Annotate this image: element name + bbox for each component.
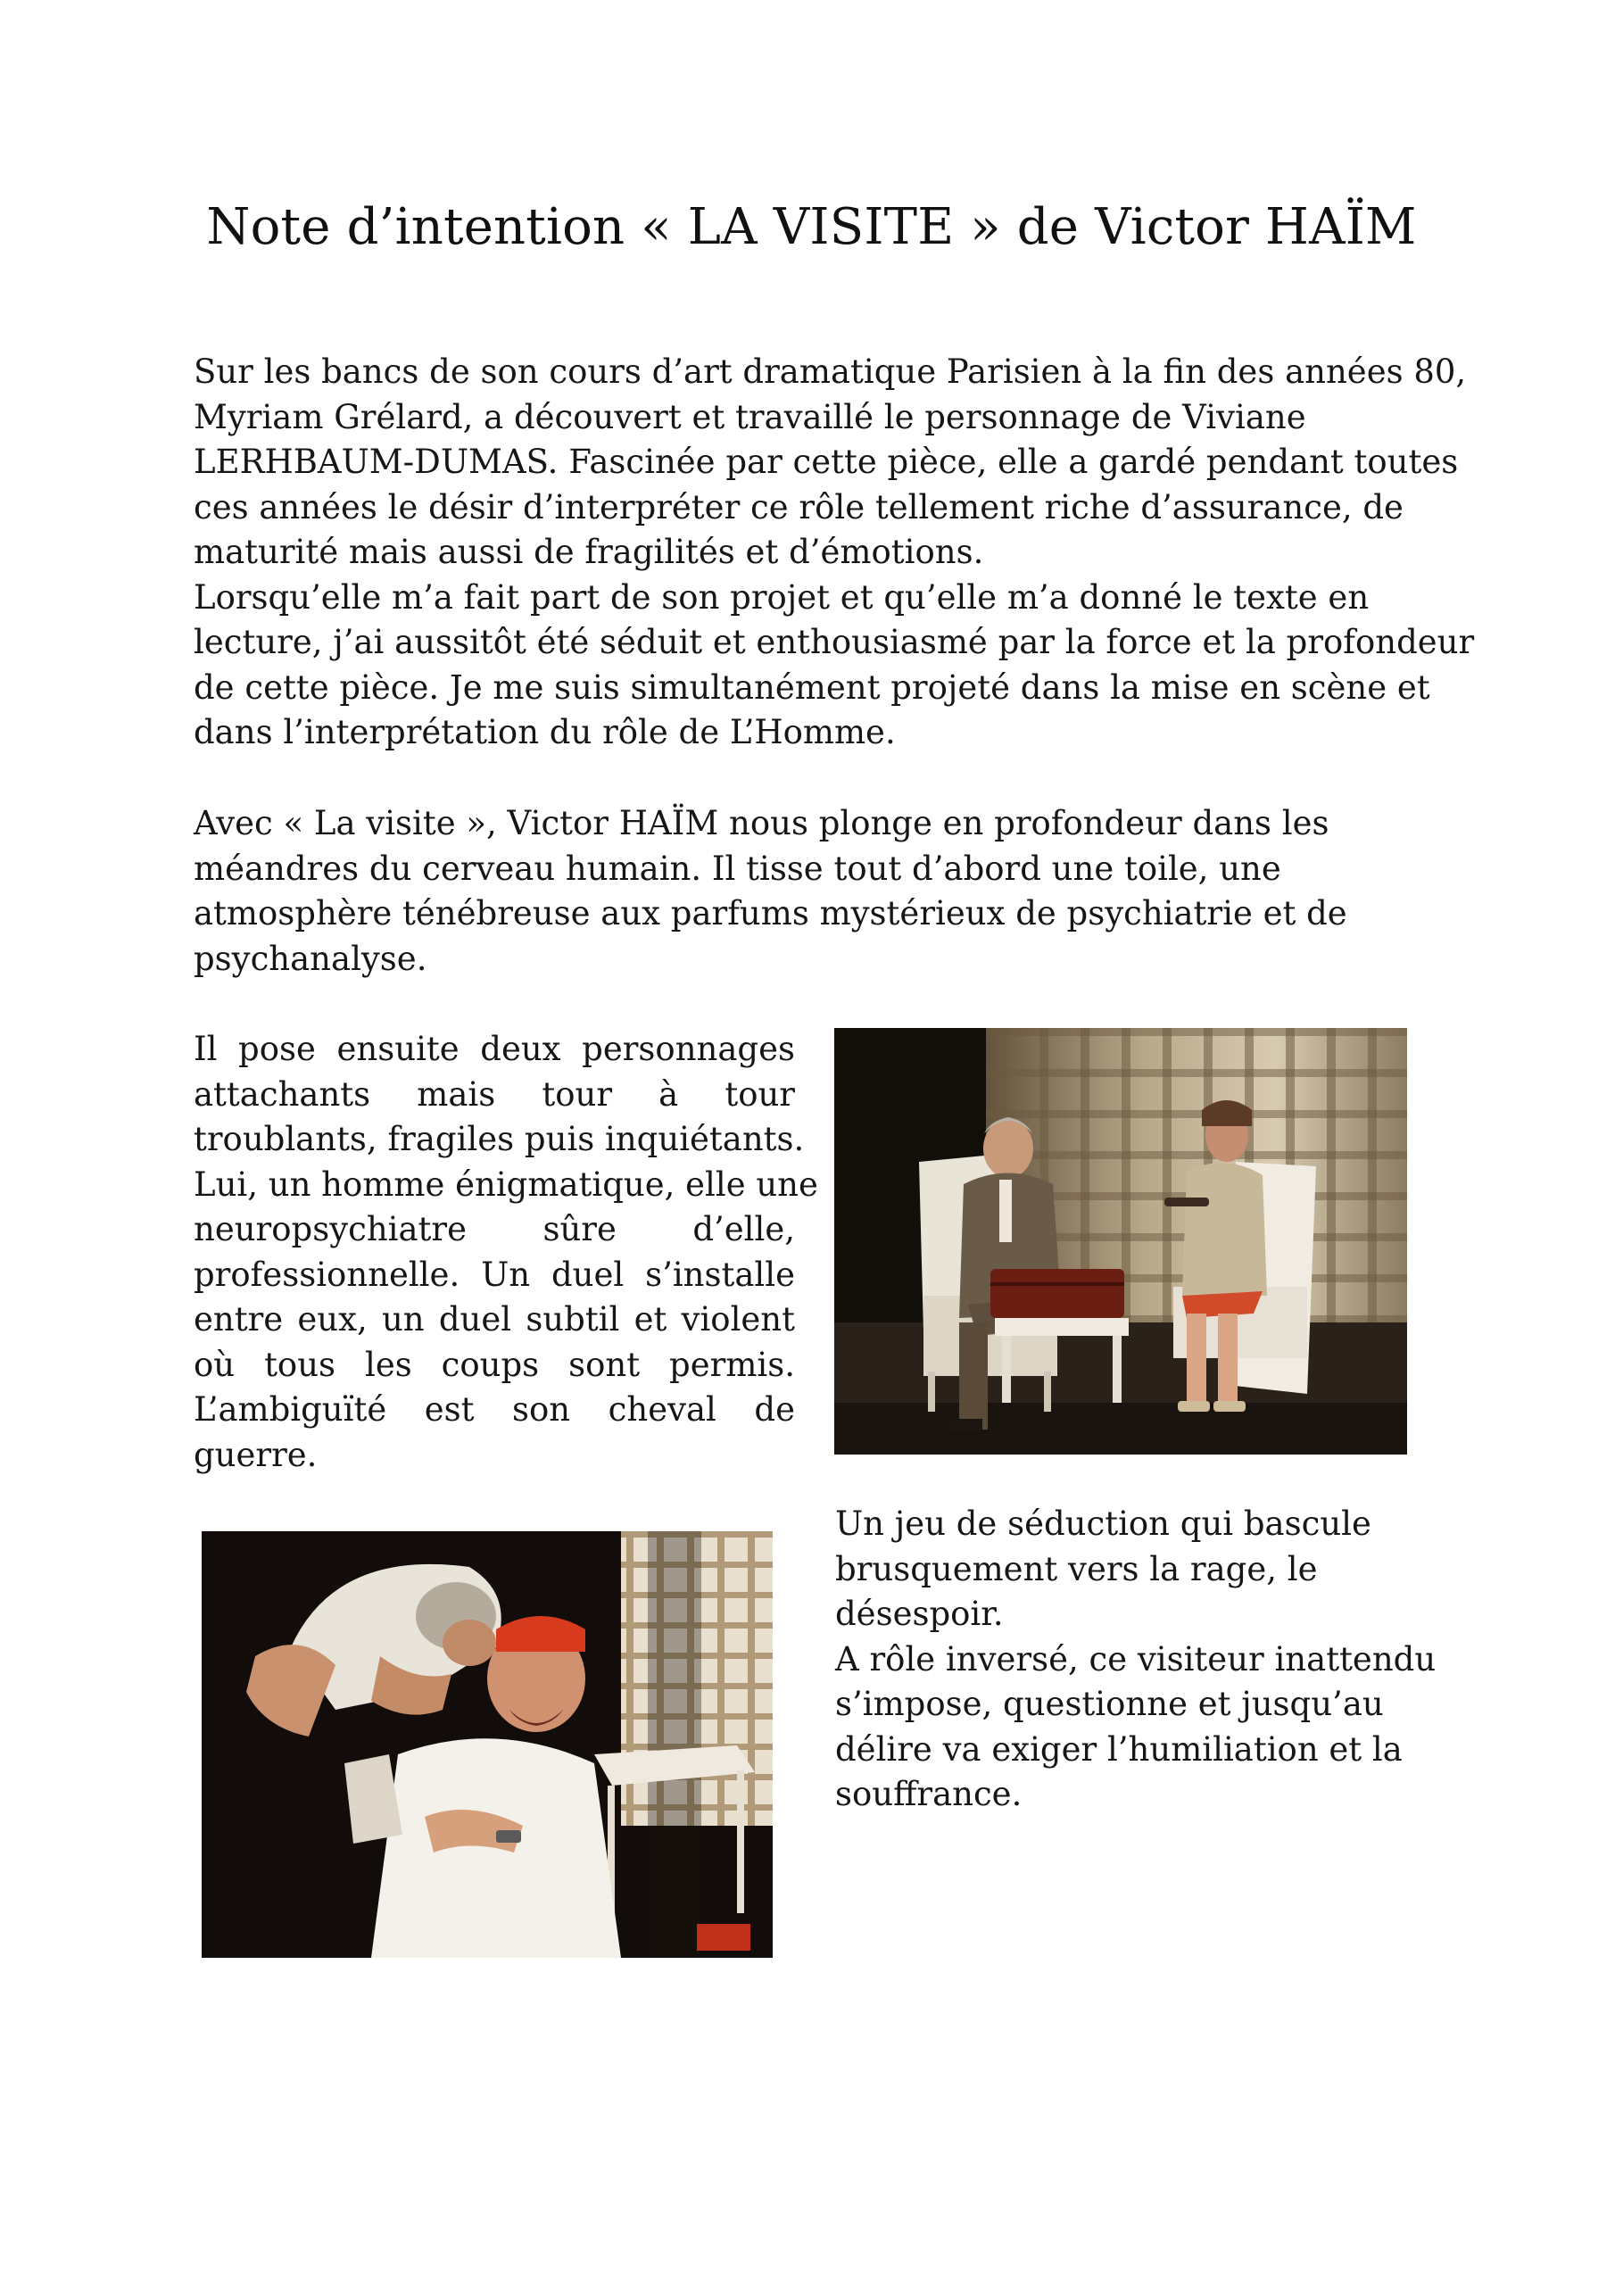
text-line: où tous les coups sont permis. (194, 1345, 795, 1384)
text-line: Avec « La visite », Victor HAÏM nous plonge en profondeur dans les (194, 804, 1329, 842)
intro-paragraph (194, 350, 1475, 756)
text-line: lecture, j’ai aussitôt été séduit et enthousiasmé par la force et la profondeur (194, 623, 1475, 661)
text-line: de cette pièce. Je me suis simultanément projeté dans la mise en scène et (194, 667, 1430, 707)
text-line: attachants mais tour à tour (194, 1074, 795, 1114)
text-line: Sur les bancs de son cours d’art dramatique Parisien à la fin des années 80, (194, 352, 1467, 391)
second-paragraph (194, 801, 1443, 982)
text-line: entre eux, un duel subtil et violent (194, 1300, 795, 1339)
text-line: professionnelle. Un duel s’installe (194, 1255, 795, 1294)
text-line: brusquement vers la rage, le (835, 1549, 1318, 1588)
text-line: Lorsqu’elle m’a fait part de son projet et qu’elle m’a donné le texte en (194, 577, 1370, 617)
text-line: L’ambiguïté est son cheval de (194, 1390, 795, 1429)
stage-photo-confrontation (202, 1531, 773, 1958)
text-line: Lui, un homme énigmatique, elle une (194, 1165, 818, 1204)
stage-photo-confrontation-illustration (202, 1531, 773, 1958)
stage-photo-seated (834, 1028, 1407, 1455)
text-line: s’impose, questionne et jusqu’au (835, 1685, 1384, 1723)
stage-photo-seated-illustration (834, 1028, 1407, 1455)
text-line: atmosphère ténébreuse aux parfums mystérieux de psychiatrie et de (194, 894, 1347, 932)
text-line: désespoir. (835, 1595, 1004, 1633)
page-title: Note d’intention « LA VISITE » de Victor HAÏM (206, 198, 1417, 256)
text-line: troublants, fragiles puis inquiétants. (194, 1120, 805, 1158)
third-paragraph (194, 1027, 818, 1478)
text-line: guerre. (194, 1435, 318, 1474)
text-line: souffrance. (835, 1775, 1023, 1813)
text-line: Un jeu de séduction qui bascule (835, 1504, 1371, 1543)
text-line: dans l’interprétation du rôle de L’Homme. (194, 713, 896, 751)
text-line: méandres du cerveau humain. Il tisse tout d’abord une toile, une (194, 849, 1281, 888)
text-line: psychanalyse. (194, 939, 427, 978)
text-line: neuropsychiatre sûre d’elle, (194, 1210, 795, 1248)
text-line: Myriam Grélard, a découvert et travaillé le personnage de Viviane (194, 397, 1306, 436)
text-line: Il pose ensuite deux personnages (194, 1030, 795, 1068)
text-line: maturité mais aussi de fragilités et d’émotions. (194, 533, 984, 571)
fourth-paragraph (835, 1502, 1478, 1818)
text-line: ces années le désir d’interpréter ce rôle tellement riche d’assurance, de (194, 487, 1404, 526)
text-line: LERHBAUM-DUMAS. Fascinée par cette pièce, elle a gardé pendant toutes (194, 443, 1459, 481)
text-line: A rôle inversé, ce visiteur inattendu (835, 1639, 1437, 1678)
text-line: délire va exiger l’humiliation et la (835, 1729, 1403, 1769)
